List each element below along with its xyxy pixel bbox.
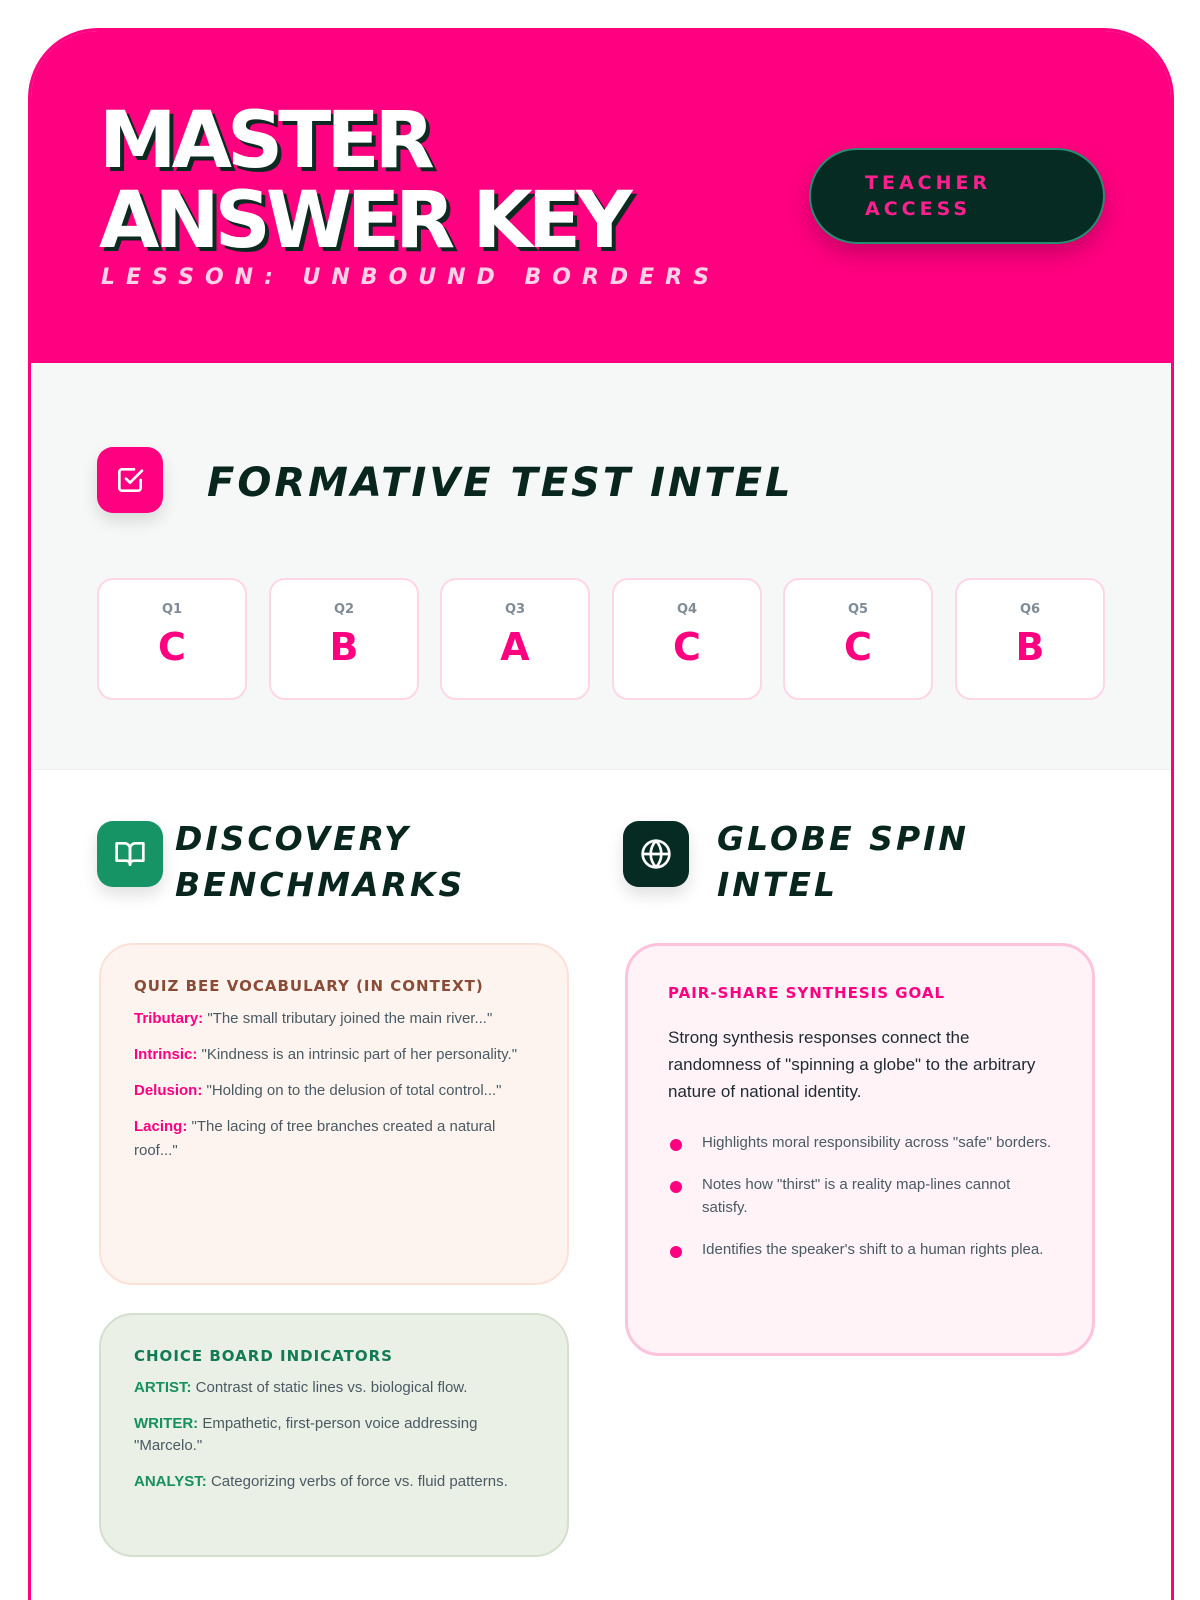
- vocab-item: [134, 1115, 534, 1163]
- vocab-item: [134, 1007, 534, 1031]
- question-label: Q2: [333, 602, 355, 617]
- header: [31, 31, 1171, 363]
- page-title-line2: ANSWER KEY: [99, 176, 628, 266]
- question-label: Q3: [504, 602, 526, 617]
- choice-term: WRITER:: [134, 1415, 199, 1432]
- choice-panel: [99, 1313, 569, 1557]
- vocab-text: "Kindness is an intrinsic part of her personality.": [197, 1046, 518, 1063]
- answer-key-card: [28, 28, 1174, 1600]
- pair-share-bullet: [668, 1131, 1052, 1154]
- choice-text: Empathetic, first-person voice addressing "Marcelo.": [134, 1415, 478, 1454]
- question-label: Q5: [847, 602, 869, 617]
- bullet-dot-icon: [670, 1246, 682, 1258]
- vocab-text: "Holding on to the delusion of total control...": [202, 1082, 502, 1099]
- pair-share-bullet: [668, 1238, 1052, 1261]
- question-card-q5: [783, 578, 933, 700]
- formative-section: [31, 363, 1171, 770]
- choice-text: Contrast of static lines vs. biological flow.: [191, 1379, 468, 1396]
- question-label: Q4: [676, 602, 698, 617]
- discovery-title: [175, 816, 465, 908]
- pair-share-panel: [625, 943, 1095, 1356]
- vocab-term: Tributary:: [134, 1010, 204, 1027]
- globe-title-line2: INTEL: [717, 865, 838, 904]
- question-label: Q6: [1019, 602, 1041, 617]
- bullet-text: Identifies the speaker's shift to a human rights plea.: [702, 1241, 1044, 1258]
- question-answer: C: [844, 625, 872, 669]
- question-card-q2: [269, 578, 419, 700]
- choice-term: ANALYST:: [134, 1473, 207, 1490]
- lesson-subtitle: LESSON: UNBOUND BORDERS: [101, 265, 720, 290]
- question-answer: C: [158, 625, 186, 669]
- question-answer: C: [673, 625, 701, 669]
- discovery-title-line2: BENCHMARKS: [175, 865, 466, 904]
- choice-text: Categorizing verbs of force vs. fluid patterns.: [206, 1473, 508, 1490]
- choice-item: [134, 1413, 534, 1457]
- bullet-text: Notes how "thirst" is a reality map-lines cannot satisfy.: [702, 1176, 1011, 1216]
- page-title-line1: MASTER: [99, 96, 430, 186]
- choice-item: [134, 1471, 534, 1493]
- pair-share-intro: Strong synthesis responses connect the randomness of "spinning a globe" to the arbitrary nature of national identity.: [668, 1028, 1036, 1101]
- pair-share-bullet: [668, 1173, 1052, 1219]
- discovery-title-line1: DISCOVERY: [175, 819, 411, 858]
- globe-title-line1: GLOBE SPIN: [717, 819, 970, 858]
- vocab-text: "The small tributary joined the main river...": [203, 1010, 493, 1027]
- pair-share-heading: PAIR-SHARE SYNTHESIS GOAL: [668, 984, 946, 1002]
- vocab-heading: QUIZ BEE VOCABULARY (IN CONTEXT): [134, 977, 484, 995]
- choice-item: [134, 1377, 534, 1399]
- vocab-item: [134, 1043, 534, 1067]
- checkbox-icon: [97, 447, 163, 513]
- question-card-q4: [612, 578, 762, 700]
- choice-heading: CHOICE BOARD INDICATORS: [134, 1347, 393, 1365]
- vocab-term: Lacing:: [134, 1118, 188, 1135]
- question-label: Q1: [161, 602, 183, 617]
- question-answer: B: [1015, 625, 1045, 669]
- vocab-term: Intrinsic:: [134, 1046, 198, 1063]
- teacher-access-button[interactable]: [809, 148, 1105, 244]
- vocab-panel: [99, 943, 569, 1285]
- vocab-item: [134, 1079, 534, 1103]
- bullet-text: Highlights moral responsibility across "safe" borders.: [702, 1134, 1052, 1151]
- bullet-dot-icon: [670, 1181, 682, 1193]
- question-card-q3: [440, 578, 590, 700]
- globe-title: [717, 816, 969, 908]
- question-card-q1: [97, 578, 247, 700]
- teacher-access-label: TEACHER ACCESS: [865, 172, 992, 220]
- choice-term: ARTIST:: [134, 1379, 192, 1396]
- formative-title: FORMATIVE TEST INTEL: [207, 460, 794, 506]
- book-icon: [97, 821, 163, 887]
- bullet-dot-icon: [670, 1139, 682, 1151]
- question-card-q6: [955, 578, 1105, 700]
- globe-icon: [623, 821, 689, 887]
- vocab-text: "The lacing of tree branches created a natural roof...": [134, 1118, 496, 1159]
- question-answer: B: [329, 625, 359, 669]
- vocab-term: Delusion:: [134, 1082, 203, 1099]
- question-answer: A: [500, 625, 530, 669]
